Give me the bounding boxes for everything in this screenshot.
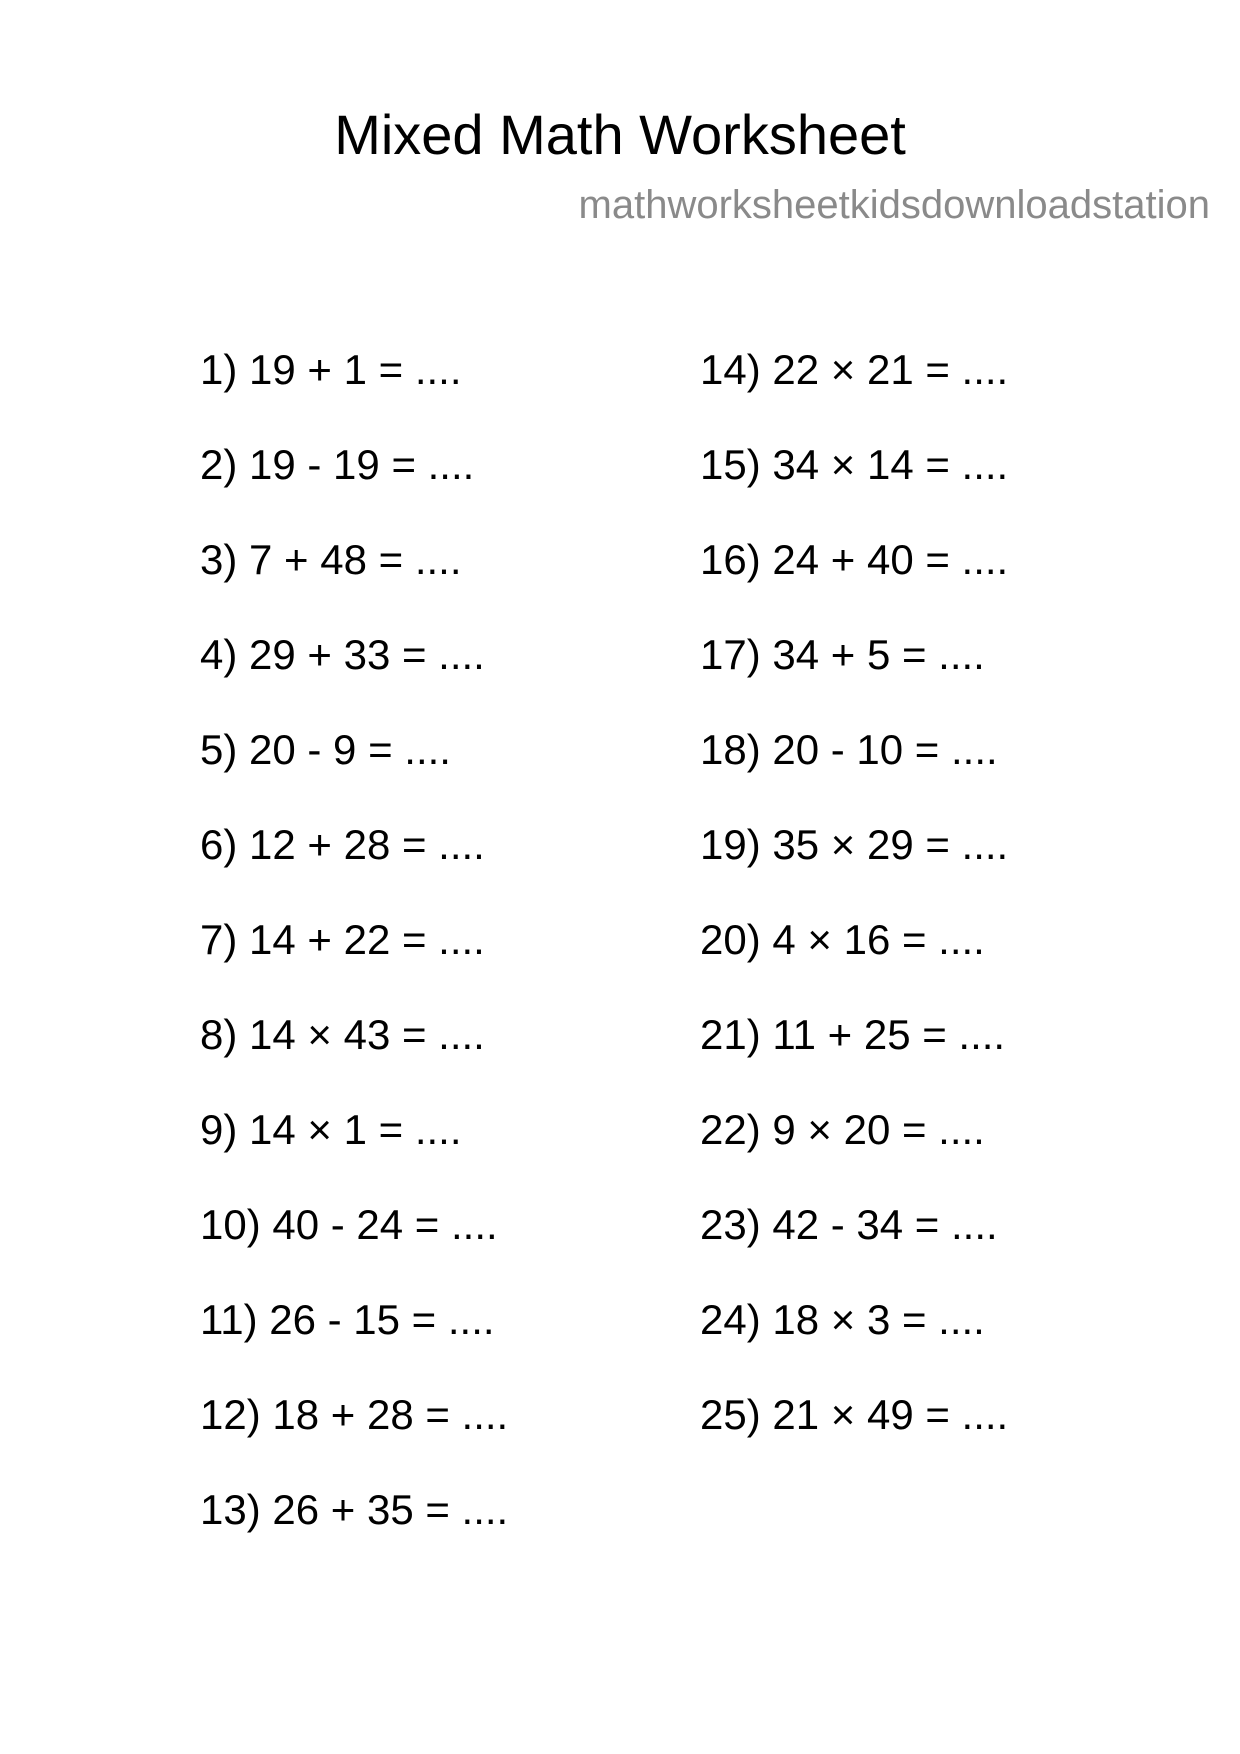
math-problem: 4) 29 + 33 = ....: [200, 631, 485, 678]
math-problem: 17) 34 + 5 = ....: [700, 631, 985, 678]
math-problem: 9) 14 × 1 = ....: [200, 1106, 462, 1153]
math-problem: 3) 7 + 48 = ....: [200, 536, 462, 583]
math-problem: 8) 14 × 43 = ....: [200, 1011, 485, 1058]
math-problem: 18) 20 - 10 = ....: [700, 726, 998, 773]
math-problem: 13) 26 + 35 = ....: [200, 1486, 509, 1533]
math-problem: 11) 26 - 15 = ....: [200, 1296, 495, 1343]
math-problem: 12) 18 + 28 = ....: [200, 1391, 509, 1438]
math-problem: 15) 34 × 14 = ....: [700, 441, 1009, 488]
math-problem: 2) 19 - 19 = ....: [200, 441, 475, 488]
math-problem: 7) 14 + 22 = ....: [200, 916, 485, 963]
math-problem: 24) 18 × 3 = ....: [700, 1296, 985, 1343]
problem-column-left: [200, 340, 680, 1575]
math-problem: 19) 35 × 29 = ....: [700, 821, 1009, 868]
math-problem: 14) 22 × 21 = ....: [700, 346, 1009, 393]
math-problem: 21) 11 + 25 = ....: [700, 1011, 1006, 1058]
math-problem: 23) 42 - 34 = ....: [700, 1201, 998, 1248]
math-problem: 6) 12 + 28 = ....: [200, 821, 485, 868]
math-problem: 10) 40 - 24 = ....: [200, 1201, 498, 1248]
math-problem: 25) 21 × 49 = ....: [700, 1391, 1009, 1438]
math-problem: 22) 9 × 20 = ....: [700, 1106, 985, 1153]
worksheet-title: Mixed Math Worksheet: [334, 103, 906, 166]
math-problem: 1) 19 + 1 = ....: [200, 346, 462, 393]
worksheet-source: mathworksheetkidsdownloadstation: [578, 183, 1210, 227]
math-problem: 20) 4 × 16 = ....: [700, 916, 985, 963]
math-problem: 5) 20 - 9 = ....: [200, 726, 451, 773]
problem-column-right: [700, 340, 1200, 1480]
math-problem: 16) 24 + 40 = ....: [700, 536, 1009, 583]
